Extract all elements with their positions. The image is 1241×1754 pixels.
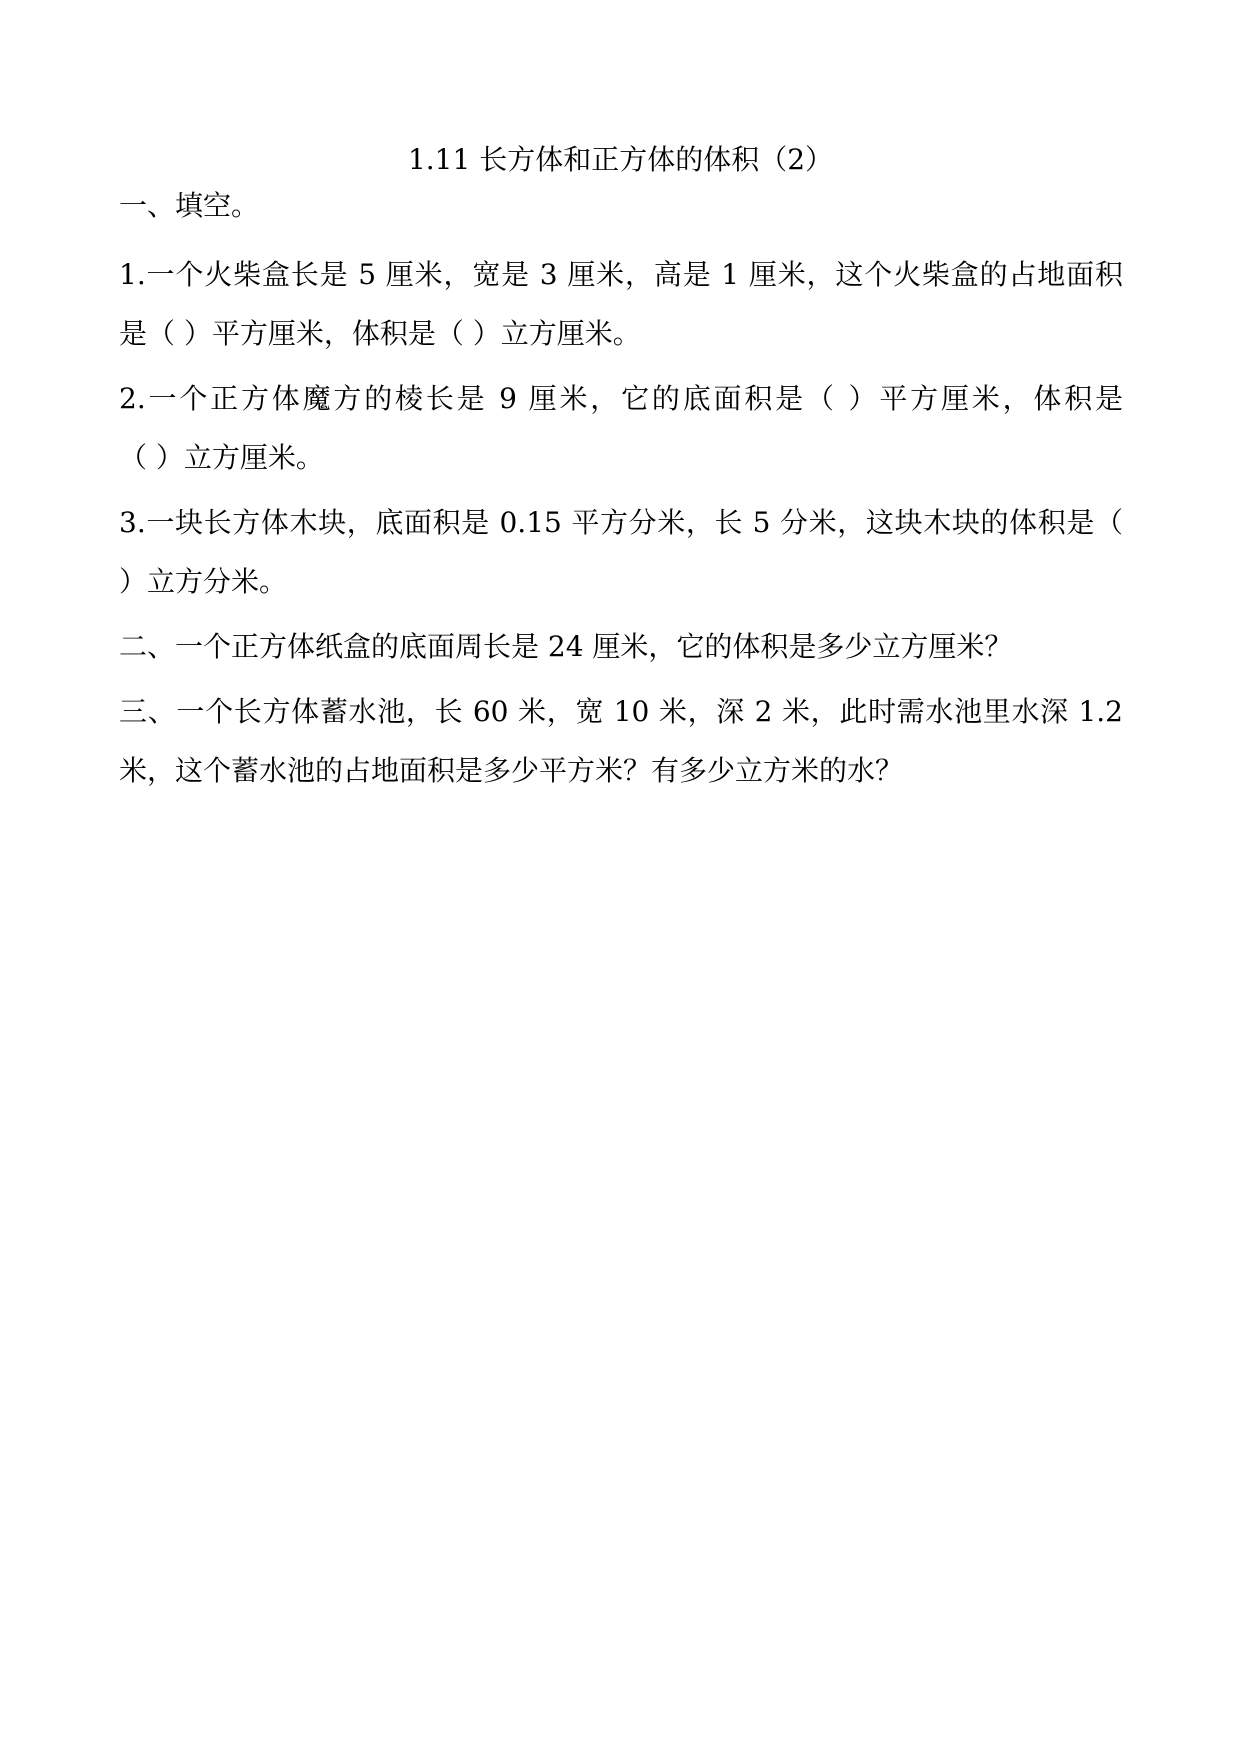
section-3-line-2: 米，这个蓄水池的占地面积是多少平方米？有多少立方米的水？: [119, 754, 904, 787]
question-3-line-2: ）立方分米。: [119, 565, 288, 598]
question-1-line-1: 1.一个火柴盒长是 5 厘米，宽是 3 厘米，高是 1 厘米，这个火柴盒的占地面积: [119, 258, 1123, 291]
page-title: 1.11 长方体和正方体的体积（2）: [407, 143, 834, 176]
question-2-line-2: （ ）立方厘米。: [119, 441, 324, 474]
question-3-line-1: 3.一块长方体木块，底面积是 0.15 平方分米，长 5 分米，这块木块的体积是（: [119, 506, 1123, 539]
question-2-line-1: 2.一个正方体魔方的棱长是 9 厘米，它的底面积是（ ）平方厘米，体积是: [119, 382, 1123, 415]
section-1-heading: 一、填空。: [119, 189, 260, 222]
section-3-line-1: 三、一个长方体蓄水池，长 60 米，宽 10 米，深 2 米，此时需水池里水深 1.2: [119, 695, 1123, 728]
section-2-question: 二、一个正方体纸盒的底面周长是 24 厘米，它的体积是多少立方厘米？: [119, 630, 1013, 663]
question-1-line-2: 是（ ）平方厘米，体积是（ ）立方厘米。: [119, 317, 641, 350]
